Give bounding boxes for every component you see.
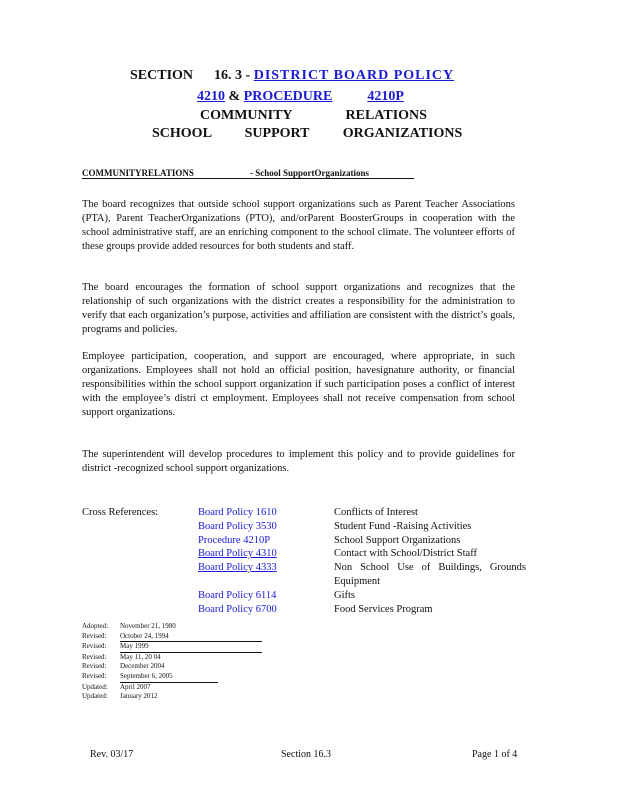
subheader-left: COMMUNITYRELATIONS (82, 168, 194, 178)
paragraph-4: The superintendent will develop procedures to implement this policy and to provide guidelines for district -recognized school support organizations. (82, 449, 515, 474)
cross-ref-title: Conflicts of Interest (334, 507, 418, 518)
cross-references-titles (334, 506, 526, 616)
cross-ref-title: School Support Organizations (334, 534, 461, 546)
paragraph-3: Employee participation, cooperation, and support are encouraged, where appropriate, in such organizations. Employees shall not hold an official position, havesignature authority, or financial responsibilities within the school support organization if such participation poses a conflict of interest with the employee’s distri ct employment. Employees shall not receive compensation from school support organizations. (82, 351, 515, 418)
history-row: Revised: September 6, 2005 (82, 672, 262, 683)
cross-ref-title: Non School Use of Buildings, Grounds Equipment (334, 562, 526, 587)
procedure-number-link[interactable]: 4210P (367, 89, 404, 104)
policy-number-link[interactable]: 4210 (197, 89, 225, 104)
heading-amp: & (225, 89, 244, 104)
history-row: Updated: April 2007 (82, 682, 151, 691)
cross-ref-link[interactable]: Board Policy 4310 (198, 548, 277, 560)
title-line-2: SCHOOL SUPPORT ORGANIZATIONS (152, 126, 463, 141)
title-line-1: COMMUNITY RELATIONS (200, 108, 427, 123)
cross-ref-link[interactable]: Board Policy 4333 (198, 562, 277, 574)
history-row: Revised: May 11, 20 04 (82, 652, 161, 661)
footer-revision: Rev. 03/17 (90, 749, 134, 760)
cross-ref-link[interactable]: Board Policy 1610 (198, 507, 277, 518)
history-row: Revised: December 2004 (82, 662, 165, 671)
cross-references-label: Cross References: (82, 507, 159, 518)
cross-ref-title: Contact with School/District Staff (334, 548, 478, 560)
history-row: Adopted: November 21, 1980 (82, 622, 176, 630)
cross-ref-link[interactable]: Board Policy 3530 (198, 520, 277, 532)
subheader-right: - School SupportOrganizations (250, 168, 370, 178)
section-heading (130, 68, 454, 84)
procedure-link[interactable]: PROCEDURE (243, 89, 333, 104)
cross-ref-title: Student Fund -Raising Activities (334, 520, 472, 532)
cross-ref-title: Gifts (334, 589, 355, 601)
cross-ref-link[interactable]: Procedure 4210P (198, 534, 271, 546)
policy-procedure-heading (197, 89, 404, 105)
revision-history (82, 622, 262, 702)
cross-ref-title: Food Services Program (334, 603, 433, 615)
history-row: Updated: January 2012 (82, 692, 158, 701)
subheader (82, 168, 414, 179)
cross-references-refs (198, 506, 277, 616)
history-row: Revised: May 1999 (82, 642, 262, 653)
district-board-policy-link[interactable]: DISTRICT BOARD POLICY (253, 68, 455, 83)
cross-ref-link[interactable]: Board Policy 6700 (198, 603, 277, 615)
cross-ref-link[interactable]: Board Policy 6114 (198, 589, 277, 601)
history-row: Revised: October 24, 1994 (82, 632, 262, 643)
section-prefix: SECTION (130, 68, 194, 83)
footer-page: Page 1 of 4 (472, 749, 518, 760)
section-number: 16. 3 (214, 68, 243, 83)
section-dash: - (242, 68, 254, 83)
paragraph-2: The board encourages the formation of school support organizations and recognizes that the relationship of such organizations with the district creates a responsibility for the administration to verify that each organization’s purpose, activities and affiliation are consistent with the district’s goals, programs and policies. (82, 282, 515, 335)
footer-section: Section 16.3 (281, 749, 331, 760)
paragraph-1: The board recognizes that outside school support organizations such as Parent Teacher Associations (PTA), Parent TeacherOrganizations (PTO), and/orParent BoosterGroups in cooperation with the school administrative staff, are an enriching component to the school climate. The volunteer efforts of these groups provide added resources for both students and staff. (82, 199, 515, 252)
